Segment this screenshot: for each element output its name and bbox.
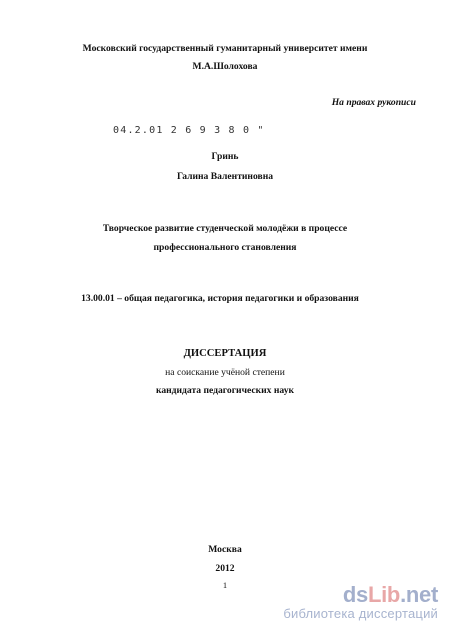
watermark-logo-part: ds (342, 582, 368, 607)
city: Москва (208, 544, 242, 555)
watermark (283, 584, 438, 621)
watermark-logo (283, 584, 438, 606)
watermark-subtitle: библиотека диссертаций (283, 606, 438, 621)
specialty-code: 13.00.01 – общая педагогика, история педагогики и образования (81, 293, 359, 304)
thesis-title-line1: Творческое развитие студенческой молодёжи в процессе (102, 223, 348, 234)
watermark-logo-part: .net (400, 582, 438, 607)
year: 2012 (215, 563, 235, 574)
page-number: 1 (222, 580, 228, 590)
archive-code-stamp: 04.2.01 2 6 9 3 8 0 " (113, 125, 265, 136)
degree-line1: на соискание учёной степени (165, 367, 285, 378)
university-name-line1: Московский государственный гуманитарный университет имени (82, 43, 368, 54)
document-type-heading: ДИССЕРТАЦИЯ (183, 348, 267, 359)
university-name-line2: М.А.Шолохова (192, 61, 258, 72)
degree-line2: кандидата педагогических наук (155, 385, 295, 396)
manuscript-rights-note: На правах рукописи (331, 97, 416, 108)
author-name: Галина Валентиновна (176, 171, 274, 182)
author-surname: Гринь (211, 151, 239, 162)
watermark-logo-part: Lib (367, 582, 401, 607)
thesis-title-line2: профессионального становления (153, 242, 297, 253)
